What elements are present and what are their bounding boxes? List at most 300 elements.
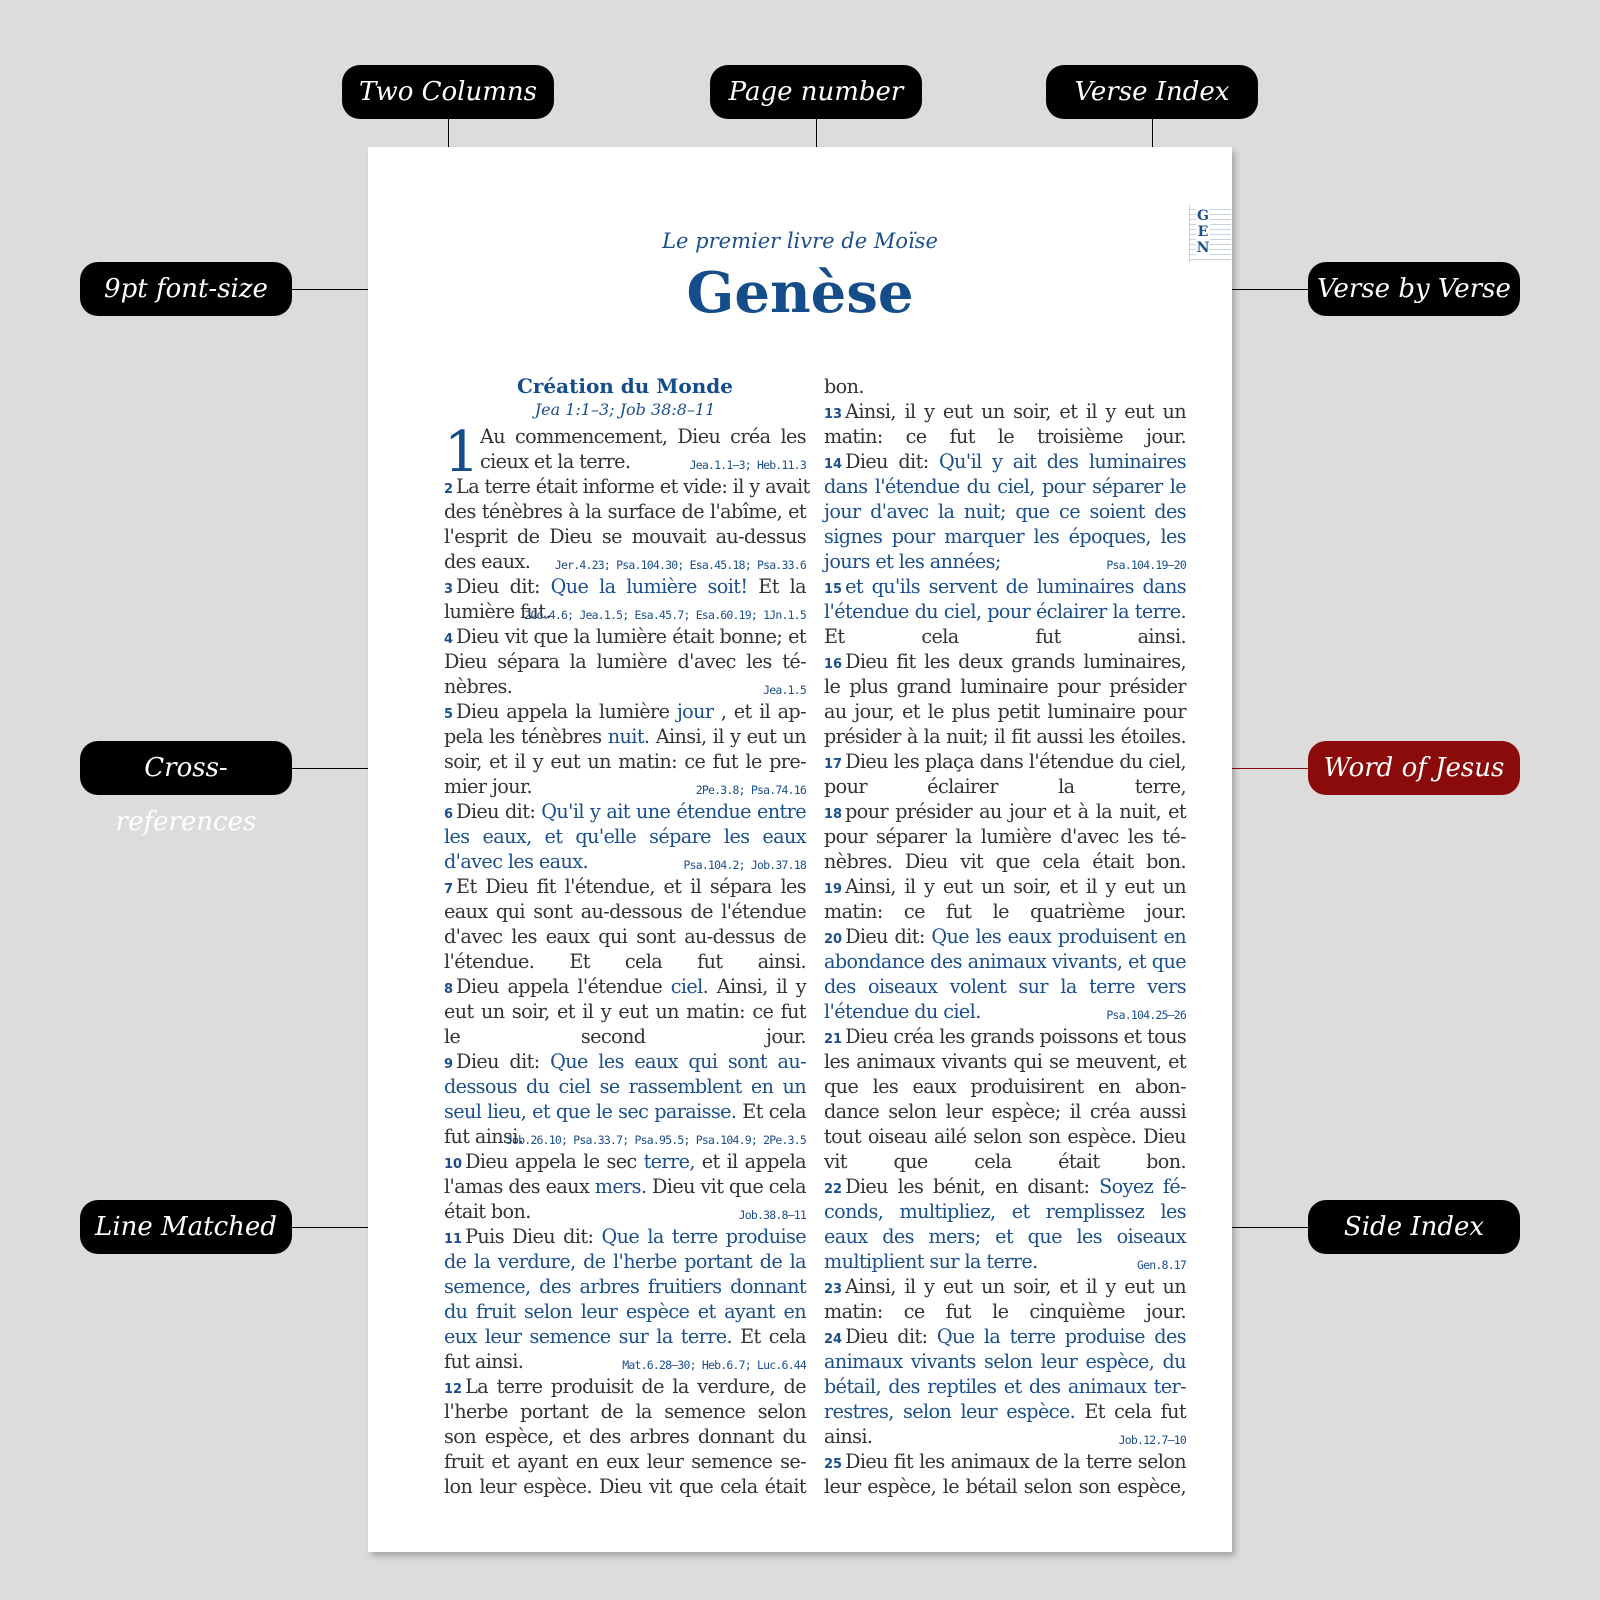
line-content bbox=[824, 1225, 1186, 1248]
line-content bbox=[444, 475, 810, 498]
verse-text: nèbres. Dieu vit que cela était bon. bbox=[824, 850, 1186, 873]
divine-word-text: ciel. bbox=[670, 975, 709, 998]
text-line bbox=[444, 1124, 806, 1149]
divine-word-text: jour bbox=[676, 700, 714, 723]
text-line bbox=[444, 624, 806, 649]
verse-text: les animaux vivants qui se meuvent, et bbox=[824, 1050, 1186, 1073]
line-content bbox=[444, 750, 806, 773]
verse-number: 14 bbox=[824, 457, 843, 472]
verse-text: vit que cela était bon. bbox=[824, 1150, 1186, 1173]
text-line bbox=[444, 1174, 806, 1199]
line-content bbox=[824, 1150, 1186, 1173]
line-content bbox=[444, 775, 532, 798]
divine-word-text: conds, multipliez, et remplissez les bbox=[824, 1200, 1186, 1223]
callout-verse-by-verse: Verse by Verse bbox=[1308, 262, 1520, 316]
divine-word-text: eaux des mers; et que les oiseaux bbox=[824, 1225, 1186, 1248]
cross-reference: Jer.4.23; Psa.104.30; Esa.45.18; Psa.33.6 bbox=[554, 558, 806, 572]
verse-text: cieux et la terre. bbox=[480, 450, 631, 473]
line-content bbox=[444, 1150, 806, 1173]
verse-text: d'avec les eaux qui sont au-dessus de bbox=[444, 925, 806, 948]
text-line bbox=[444, 849, 806, 874]
text-line bbox=[444, 1349, 806, 1374]
divine-word-text: mers. bbox=[594, 1175, 647, 1198]
divine-word-text: bétail, des reptiles et des animaux ter- bbox=[824, 1375, 1186, 1398]
verse-text: l'étendue. Et cela fut ainsi. bbox=[444, 950, 806, 973]
text-line bbox=[824, 1474, 1186, 1499]
verse-text: lon leur espèce. Dieu vit que cela était bbox=[444, 1475, 806, 1498]
text-line bbox=[824, 424, 1186, 449]
verse-text: pour présider au jour et à la nuit, et bbox=[845, 800, 1186, 823]
text-column-right bbox=[824, 374, 1186, 1499]
line-content bbox=[444, 525, 806, 548]
verse-text: Puis Dieu dit: bbox=[465, 1225, 602, 1248]
verse-text: Et Dieu fit l'étendue, et il sépara les bbox=[456, 875, 806, 898]
line-content bbox=[824, 975, 1186, 998]
verse-number: 4 bbox=[444, 632, 454, 647]
side-index-label: G E N bbox=[1196, 208, 1210, 256]
verse-number: 9 bbox=[444, 1057, 454, 1072]
text-line bbox=[444, 1049, 806, 1074]
line-content bbox=[824, 1450, 1186, 1473]
cross-reference: Gen.8.17 bbox=[1137, 1258, 1186, 1272]
text-line bbox=[824, 849, 1186, 874]
callout-verse-index: Verse Index bbox=[1046, 65, 1258, 119]
verse-text: était bon. bbox=[444, 1200, 531, 1223]
divine-word-text: animaux vivants selon leur espèce, du bbox=[824, 1350, 1186, 1373]
text-line bbox=[824, 1399, 1186, 1424]
line-content bbox=[824, 850, 1186, 873]
text-line bbox=[824, 1174, 1186, 1199]
verse-text: Et cela fut bbox=[1075, 1400, 1186, 1423]
line-content bbox=[824, 600, 1186, 623]
text-line bbox=[444, 1324, 806, 1349]
verse-text: fut ainsi. bbox=[444, 1125, 524, 1148]
verse-text: que les eaux produisirent en abon- bbox=[824, 1075, 1186, 1098]
line-content bbox=[824, 550, 1001, 573]
verse-text: Et la bbox=[747, 575, 806, 598]
verse-number: 19 bbox=[824, 882, 843, 897]
verse-text: eut un soir, et il y eut un matin: ce fut bbox=[444, 1000, 806, 1023]
line-content bbox=[444, 1225, 806, 1248]
line-content bbox=[824, 1100, 1186, 1123]
verse-text: au jour, et le plus petit luminaire pour bbox=[824, 700, 1186, 723]
divine-word-text: Qu'il y ait une étendue entre bbox=[541, 800, 806, 823]
verse-number: 22 bbox=[824, 1182, 843, 1197]
divine-word-text: Que les eaux produisent en bbox=[931, 925, 1186, 948]
text-line bbox=[444, 1074, 806, 1099]
text-line bbox=[444, 1274, 806, 1299]
text-line bbox=[444, 999, 806, 1024]
verse-text: Dieu dit: bbox=[456, 575, 551, 598]
line-content bbox=[444, 1450, 806, 1473]
text-line bbox=[824, 1024, 1186, 1049]
text-line bbox=[444, 474, 810, 499]
line-content bbox=[444, 1025, 806, 1048]
line-content bbox=[824, 525, 1186, 548]
text-line bbox=[444, 874, 806, 899]
line-content bbox=[444, 1100, 806, 1123]
verse-text: l'amas des eaux bbox=[444, 1175, 595, 1198]
verse-text: nèbres. bbox=[444, 675, 513, 698]
line-content bbox=[444, 1050, 806, 1073]
divine-word-text: dans l'étendue du ciel, pour séparer le bbox=[824, 475, 1186, 498]
text-line bbox=[824, 1274, 1186, 1299]
text-line bbox=[444, 949, 806, 974]
verse-number: 5 bbox=[444, 707, 454, 722]
verse-number: 12 bbox=[444, 1382, 463, 1397]
line-content bbox=[824, 950, 1186, 973]
verse-text: Dieu vit que la lumière était bonne; et bbox=[456, 625, 806, 648]
text-line bbox=[444, 1299, 806, 1324]
line-content bbox=[824, 1300, 1186, 1323]
line-content bbox=[824, 1000, 981, 1023]
line-content bbox=[824, 1025, 1186, 1048]
text-line bbox=[824, 799, 1186, 824]
text-line bbox=[444, 599, 806, 624]
text-line bbox=[824, 874, 1186, 899]
divine-word-text: jours et les années; bbox=[824, 550, 1001, 573]
verse-text: Ainsi, il y eut un bbox=[649, 725, 806, 748]
text-line bbox=[824, 999, 1186, 1024]
verse-text: Dieu dit: bbox=[845, 1325, 937, 1348]
text-line bbox=[824, 574, 1186, 599]
line-content bbox=[444, 975, 806, 998]
verse-number: 7 bbox=[444, 882, 454, 897]
cross-reference: Psa.104.25–26 bbox=[1106, 1008, 1186, 1022]
divine-word-text: d'avec les eaux. bbox=[444, 850, 588, 873]
verse-number: 24 bbox=[824, 1332, 843, 1347]
line-content bbox=[824, 450, 1186, 473]
line-content bbox=[444, 950, 806, 973]
line-content bbox=[444, 1400, 806, 1423]
verse-lines-left bbox=[444, 420, 810, 1499]
divine-word-text: l'étendue du ciel, pour éclairer la terre. bbox=[824, 600, 1186, 623]
verse-number: 6 bbox=[444, 807, 454, 822]
text-line bbox=[824, 374, 1186, 399]
divine-word-text: Que la terre produise bbox=[601, 1225, 806, 1248]
line-content bbox=[824, 1425, 872, 1448]
book-subtitle: Le premier livre de Moïse bbox=[662, 229, 938, 253]
text-line bbox=[444, 924, 806, 949]
divine-word-text: Que les eaux qui sont au- bbox=[550, 1050, 806, 1073]
line-content bbox=[444, 1250, 806, 1273]
text-line bbox=[444, 799, 806, 824]
divine-word-text: des oiseaux volent sur la terre vers bbox=[824, 975, 1186, 998]
line-content bbox=[444, 1300, 806, 1323]
line-content bbox=[824, 775, 1186, 798]
text-line bbox=[824, 499, 1186, 524]
text-line bbox=[444, 749, 806, 774]
text-line bbox=[444, 1224, 806, 1249]
verse-text: l'herbe portant de la semence selon bbox=[444, 1400, 806, 1423]
line-content bbox=[480, 425, 806, 448]
verse-text: Dieu créa les grands poissons et tous bbox=[845, 1025, 1187, 1048]
verse-text: fruit et ayant en eux leur semence se- bbox=[444, 1450, 806, 1473]
cross-reference: Job.38.8–11 bbox=[738, 1208, 806, 1222]
line-content bbox=[824, 1250, 1038, 1273]
verse-text: matin: ce fut le quatrième jour. bbox=[824, 900, 1186, 923]
verse-text: , et il ap- bbox=[713, 700, 806, 723]
line-content bbox=[444, 1175, 806, 1198]
verse-text: lumière fut. bbox=[444, 600, 551, 623]
text-line bbox=[444, 524, 806, 549]
line-content bbox=[444, 1350, 523, 1373]
verse-text: Dieu les plaça dans l'étendue du ciel, bbox=[845, 750, 1186, 773]
text-line bbox=[824, 399, 1186, 424]
cross-reference: 2Pe.3.8; Psa.74.16 bbox=[695, 783, 806, 797]
verse-text: matin: ce fut le cinquième jour. bbox=[824, 1300, 1186, 1323]
verse-number: 10 bbox=[444, 1157, 463, 1172]
text-line bbox=[824, 549, 1186, 574]
line-content bbox=[444, 875, 806, 898]
verse-text: fut ainsi. bbox=[444, 1350, 524, 1373]
verse-number: 11 bbox=[444, 1232, 463, 1247]
verse-text: des ténèbres à la surface de l'abîme, et bbox=[444, 500, 806, 523]
line-content bbox=[444, 1000, 806, 1023]
line-content bbox=[824, 475, 1186, 498]
text-line bbox=[444, 1099, 806, 1124]
verse-text: son espèce, et des arbres donnant du bbox=[444, 1425, 806, 1448]
line-content bbox=[824, 1175, 1186, 1198]
text-line bbox=[444, 1149, 806, 1174]
callout-font-size: 9pt font-size bbox=[80, 262, 292, 316]
verse-number: 25 bbox=[824, 1457, 843, 1472]
line-content bbox=[444, 1200, 531, 1223]
text-line bbox=[824, 1149, 1186, 1174]
text-line bbox=[444, 1399, 806, 1424]
callout-side-index: Side Index bbox=[1308, 1200, 1520, 1254]
line-content bbox=[824, 1200, 1186, 1223]
divine-word-text: Que la terre produise des bbox=[936, 1325, 1186, 1348]
verse-text: Dieu appela le sec bbox=[465, 1150, 644, 1173]
line-content bbox=[824, 425, 1186, 448]
divine-word-text: dessous du ciel se rassemblent en un bbox=[444, 1075, 806, 1098]
divine-word-text: l'étendue du ciel. bbox=[824, 1000, 981, 1023]
verse-text: bon. bbox=[824, 375, 864, 398]
line-content bbox=[824, 1050, 1186, 1073]
verse-text: Dieu sépara la lumière d'avec les té- bbox=[444, 650, 806, 673]
verse-text: présider à la nuit; il fit aussi les étoiles. bbox=[824, 725, 1186, 748]
verse-text: Dieu appela la lumière bbox=[456, 700, 677, 723]
verse-number: 17 bbox=[824, 757, 843, 772]
divine-word-text: restres, selon leur espèce. bbox=[824, 1400, 1076, 1423]
text-line bbox=[824, 474, 1186, 499]
line-content bbox=[824, 875, 1186, 898]
verse-text: Dieu appela l'étendue bbox=[456, 975, 671, 998]
divine-word-text: jour d'avec la nuit; que ce soient des bbox=[824, 500, 1186, 523]
divine-word-text: seul lieu, et que le sec paraisse. bbox=[444, 1100, 737, 1123]
text-line bbox=[824, 1199, 1186, 1224]
verse-text: dance selon leur espèce; il créa aussi bbox=[824, 1100, 1186, 1123]
line-content bbox=[444, 1275, 806, 1298]
verse-text: matin: ce fut le troisième jour. bbox=[824, 425, 1186, 448]
book-title: Genèse bbox=[686, 260, 914, 326]
text-line bbox=[824, 1074, 1186, 1099]
text-line bbox=[824, 724, 1186, 749]
text-line bbox=[824, 774, 1186, 799]
text-line bbox=[824, 1124, 1186, 1149]
cross-reference: Mat.6.28–30; Heb.6.7; Luc.6.44 bbox=[622, 1358, 806, 1372]
text-line bbox=[824, 1324, 1186, 1349]
verse-text: Dieu dit: bbox=[845, 925, 932, 948]
text-line bbox=[824, 824, 1186, 849]
line-content bbox=[480, 450, 630, 473]
verse-text: mier jour. bbox=[444, 775, 532, 798]
text-line bbox=[824, 1099, 1186, 1124]
line-content bbox=[444, 900, 806, 923]
text-line bbox=[444, 1199, 806, 1224]
verse-number: 13 bbox=[824, 407, 843, 422]
line-content bbox=[824, 1375, 1186, 1398]
text-line bbox=[444, 1024, 806, 1049]
bible-page bbox=[368, 147, 1232, 1552]
line-content bbox=[824, 1475, 1186, 1498]
divine-word-text: Qu'il y ait des luminaires bbox=[939, 450, 1186, 473]
line-content bbox=[444, 1325, 806, 1348]
line-content bbox=[824, 650, 1186, 673]
text-line bbox=[444, 549, 806, 574]
verse-number: 18 bbox=[824, 807, 843, 822]
callout-page-number: Page number bbox=[710, 65, 922, 119]
text-line bbox=[824, 1349, 1186, 1374]
line-content bbox=[824, 675, 1186, 698]
text-line bbox=[824, 649, 1186, 674]
divine-word-text: multiplient sur la terre. bbox=[824, 1250, 1038, 1273]
line-content bbox=[824, 1075, 1186, 1098]
verse-number: 2 bbox=[444, 482, 454, 497]
line-content bbox=[444, 800, 806, 823]
line-content bbox=[824, 825, 1186, 848]
divine-word-text: semence, des arbres fruitiers donnant bbox=[444, 1275, 806, 1298]
line-content bbox=[824, 925, 1186, 948]
text-line bbox=[824, 674, 1186, 699]
text-line bbox=[444, 699, 806, 724]
text-line bbox=[444, 499, 806, 524]
verse-text: eaux qui sont au-dessous de l'étendue bbox=[444, 900, 806, 923]
line-content bbox=[824, 1400, 1186, 1423]
verse-text: Au commencement, Dieu créa les bbox=[480, 425, 806, 448]
divine-word-text: signes pour marquer les époques, les bbox=[824, 525, 1186, 548]
line-content bbox=[444, 925, 806, 948]
line-content bbox=[824, 1125, 1186, 1148]
verse-text: pour éclairer la terre, bbox=[824, 775, 1186, 798]
line-content bbox=[444, 1075, 806, 1098]
text-line bbox=[824, 974, 1186, 999]
text-line bbox=[824, 599, 1186, 624]
divine-word-text: nuit. bbox=[607, 725, 650, 748]
divine-word-text: abondance des animaux vivants, et que bbox=[824, 950, 1186, 973]
cross-reference: Psa.104.19–20 bbox=[1106, 558, 1186, 572]
verse-text: Dieu fit les deux grands luminaires, bbox=[845, 650, 1186, 673]
text-line bbox=[824, 1049, 1186, 1074]
text-line bbox=[444, 1374, 806, 1399]
section-heading: Création du Monde bbox=[516, 374, 734, 398]
line-content bbox=[444, 650, 806, 673]
divine-word-text: eux leur semence sur la terre. bbox=[444, 1325, 733, 1348]
verse-lines-right bbox=[824, 374, 1186, 1499]
verse-number: 20 bbox=[824, 932, 843, 947]
text-line bbox=[444, 449, 806, 474]
text-line bbox=[824, 624, 1186, 649]
callout-word-of-jesus: Word of Jesus bbox=[1308, 741, 1520, 795]
text-line bbox=[824, 524, 1186, 549]
text-line bbox=[824, 924, 1186, 949]
verse-text: pour séparer la lumière d'avec les té- bbox=[824, 825, 1186, 848]
text-line bbox=[444, 824, 806, 849]
text-line bbox=[444, 424, 806, 449]
line-content bbox=[444, 675, 512, 698]
verse-text: Ainsi, il y eut un soir, et il y eut un bbox=[845, 1275, 1186, 1298]
verse-number: 16 bbox=[824, 657, 843, 672]
text-line bbox=[824, 899, 1186, 924]
callout-line-matched: Line Matched bbox=[80, 1200, 292, 1254]
cross-reference: 2Co.4.6; Jea.1.5; Esa.45.7; Esa.60.19; 1Jn.1.5 bbox=[524, 608, 806, 622]
verse-text: ainsi. bbox=[824, 1425, 873, 1448]
text-line bbox=[824, 1249, 1186, 1274]
text-line bbox=[444, 1474, 806, 1499]
cross-reference: Psa.104.2; Job.37.18 bbox=[683, 858, 806, 872]
text-line bbox=[444, 1249, 806, 1274]
text-line bbox=[444, 724, 806, 749]
line-content bbox=[444, 825, 806, 848]
verse-text: Dieu vit que cela bbox=[646, 1175, 806, 1198]
line-content bbox=[824, 625, 1186, 648]
callout-cross-references: Cross-references bbox=[80, 741, 292, 795]
verse-number: 21 bbox=[824, 1032, 843, 1047]
divine-word-text: les eaux, et qu'elle sépare les eaux bbox=[444, 825, 806, 848]
text-line bbox=[444, 774, 806, 799]
line-content bbox=[444, 500, 806, 523]
line-content bbox=[824, 400, 1186, 423]
cross-reference: Jea.1.1–3; Heb.11.3 bbox=[689, 458, 806, 472]
text-line bbox=[824, 1449, 1186, 1474]
line-content bbox=[444, 550, 530, 573]
verse-text: tout oiseau ailé selon son espèce. Dieu bbox=[824, 1125, 1186, 1148]
text-line bbox=[444, 1424, 806, 1449]
verse-text: soir, et il y eut un matin: ce fut le pre- bbox=[444, 750, 806, 773]
verse-text: le second jour. bbox=[444, 1025, 806, 1048]
line-content bbox=[824, 1350, 1186, 1373]
text-line bbox=[824, 699, 1186, 724]
text-line bbox=[824, 1424, 1186, 1449]
line-content bbox=[444, 1425, 806, 1448]
line-content bbox=[824, 750, 1186, 773]
text-line bbox=[444, 674, 806, 699]
verse-text: et il appela bbox=[694, 1150, 806, 1173]
line-content bbox=[824, 900, 1186, 923]
verse-text: La terre était informe et vide: il y avait bbox=[456, 475, 810, 498]
verse-text: Ainsi, il y eut un soir, et il y eut un bbox=[845, 400, 1186, 423]
text-column-left bbox=[444, 374, 810, 1499]
text-line bbox=[444, 899, 806, 924]
verse-number: 23 bbox=[824, 1282, 843, 1297]
verse-text: Et cela bbox=[732, 1325, 807, 1348]
section-heading-reference: Jea 1:1–3; Job 38:8–11 bbox=[534, 400, 716, 419]
text-line bbox=[824, 1299, 1186, 1324]
line-content bbox=[824, 725, 1186, 748]
verse-text: Dieu dit: bbox=[456, 800, 542, 823]
text-line bbox=[824, 949, 1186, 974]
divine-word-text: et qu'ils servent de luminaires dans bbox=[845, 575, 1186, 598]
text-line bbox=[824, 449, 1186, 474]
text-line bbox=[444, 974, 806, 999]
line-content bbox=[824, 800, 1186, 823]
line-content bbox=[444, 850, 588, 873]
verse-text: le plus grand luminaire pour présider bbox=[824, 675, 1186, 698]
line-content bbox=[444, 725, 806, 748]
line-content bbox=[824, 1325, 1186, 1348]
divine-word-text: du fruit selon leur espèce et ayant en bbox=[444, 1300, 806, 1323]
